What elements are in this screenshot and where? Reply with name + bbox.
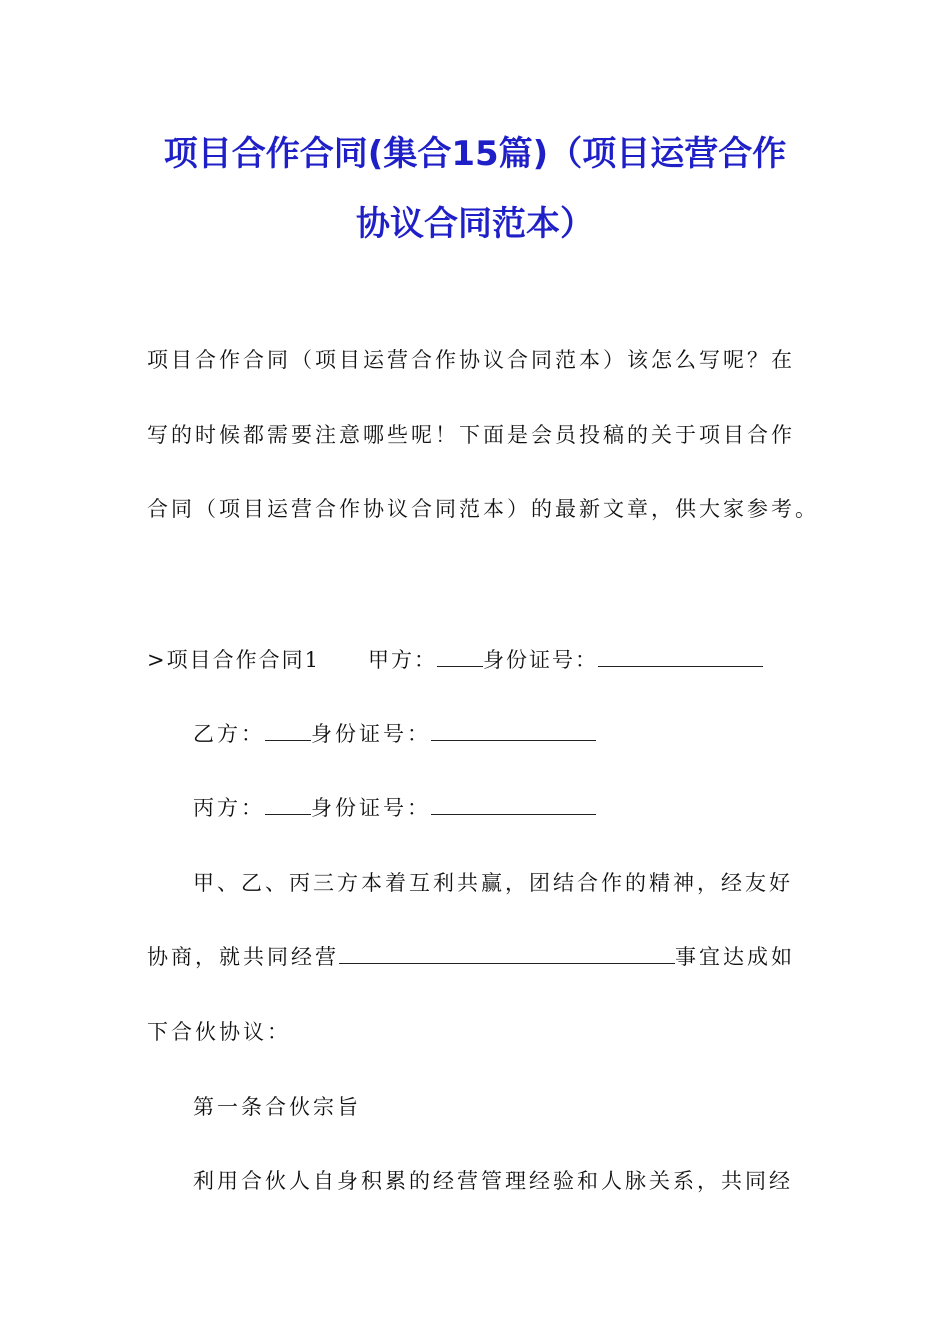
document-title-line-2: 协议合同范本）	[356, 204, 594, 244]
party-b-id-label: 身份证号：	[311, 722, 431, 746]
party-c-id-blank	[431, 794, 596, 815]
section-heading: >项目合作合同1	[147, 648, 320, 672]
party-a-id-blank	[598, 646, 763, 667]
document-title-line-1: 项目合作合同(集合15篇)（项目运营合作	[163, 134, 787, 174]
party-c-id-label: 身份证号：	[311, 796, 431, 820]
business-name-blank	[339, 943, 675, 964]
intro-line-1: 项目合作合同（项目运营合作协议合同范本）该怎么写呢？在	[147, 348, 795, 372]
para1-line-2-end: 事宜达成如	[675, 945, 795, 969]
party-a-id-label: 身份证号：	[482, 648, 598, 672]
party-c-name-blank	[265, 794, 311, 815]
party-b-label: 乙方：	[193, 722, 265, 746]
article-1-title: 第一条合伙宗旨	[193, 1095, 361, 1119]
party-c-row	[193, 794, 596, 822]
party-a-label: 甲方：	[367, 648, 437, 672]
article-1-text: 利用合伙人自身积累的经营管理经验和人脉关系，共同经	[193, 1169, 793, 1193]
party-b-name-blank	[265, 720, 311, 741]
para1-line-2	[147, 943, 795, 971]
party-b-id-blank	[431, 720, 596, 741]
section-1-header-row	[147, 646, 763, 674]
para1-line-3: 下合伙协议：	[147, 1020, 291, 1044]
party-b-row	[193, 720, 596, 748]
party-c-label: 丙方：	[193, 796, 265, 820]
intro-line-2: 写的时候都需要注意哪些呢！下面是会员投稿的关于项目合作	[147, 423, 795, 447]
para1-line-1: 甲、乙、丙三方本着互利共赢，团结合作的精神，经友好	[193, 871, 793, 895]
para1-line-2-start: 协商，就共同经营	[147, 945, 339, 969]
intro-line-3: 合同（项目运营合作协议合同范本）的最新文章，供大家参考。	[147, 497, 819, 521]
party-a-name-blank	[437, 646, 483, 667]
